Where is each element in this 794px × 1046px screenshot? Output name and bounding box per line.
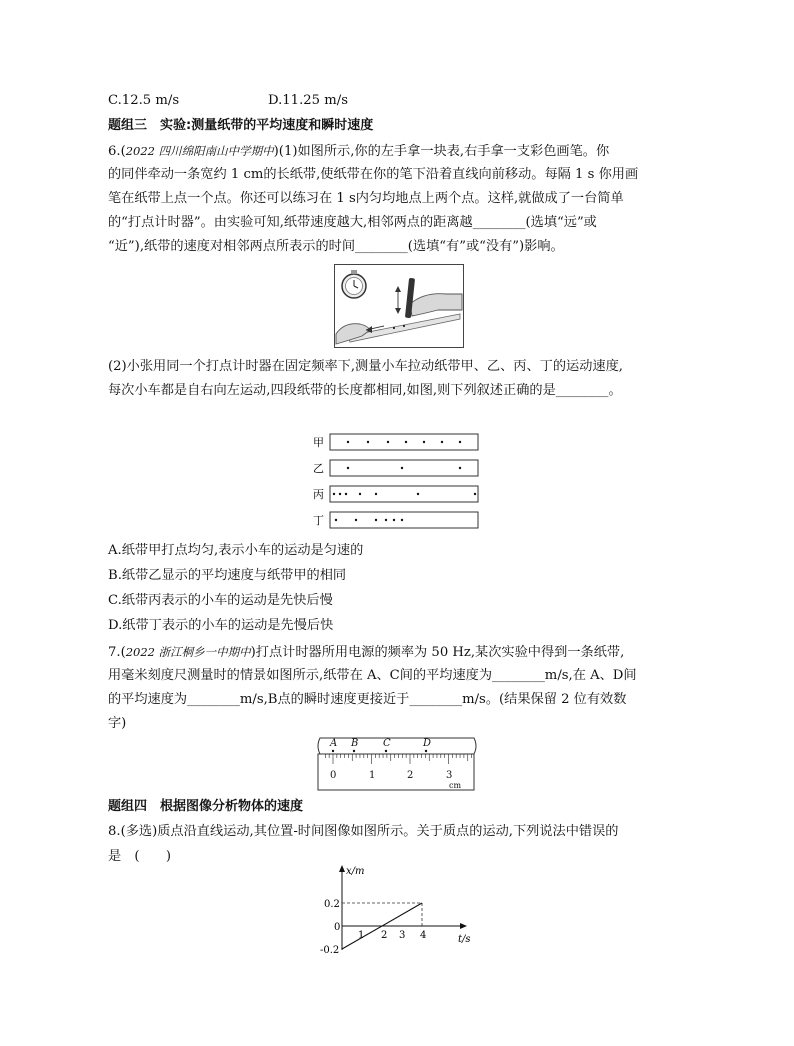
y-tick-label-neg: -0.2 [320, 945, 340, 956]
y-tick-label-pos: 0.2 [324, 899, 340, 910]
tape-jia [330, 434, 478, 450]
point-label-d: D [423, 738, 432, 749]
q6-source: 2022 四川绵阳南山中学期中 [125, 144, 274, 158]
q5-option-d: D.11.25 m/s [268, 93, 348, 108]
ruler-unit: cm [449, 781, 462, 790]
q6-line5: “近”),纸带的速度对相邻两点所表示的时间________(选填“有”或“没有”)影响。 [108, 239, 564, 254]
point-label-b: B [351, 738, 359, 749]
ruler-tick-label-2: 2 [407, 770, 414, 781]
tape-label-yi: 乙 [313, 462, 324, 475]
q6-line1-text: )(1)如图所示,你的左手拿一块表,右手拿一支彩色画笔。你 [273, 144, 610, 159]
q6-tape-illustration [334, 264, 464, 348]
q6-part2-line1: (2)小张用同一个打点计时器在固定频率下,测量小车拉动纸带甲、乙、丙、丁的运动速度, [108, 359, 623, 374]
x-tick-label-3: 3 [399, 930, 406, 941]
q8-line1: 8.(多选)质点沿直线运动,其位置-时间图像如图所示。关于质点的运动,下列说法中错误的 [108, 824, 619, 839]
q6-number: 6.( [108, 144, 126, 159]
x-axis-arrow-icon [460, 923, 467, 929]
q6-part2-line2: 每次小车都是自右向左运动,四段纸带的长度都相同,如图,则下列叙述正确的是________。 [108, 383, 622, 398]
x-tick-label-2: 2 [381, 930, 388, 941]
point-label-a: A [330, 738, 338, 749]
q8-xt-graph [312, 862, 482, 958]
q6-line2: 的同伴牵动一条宽约 1 cm的长纸带,使纸带在你的笔下沿着直线向前移动。每隔 1 s 你用画 [108, 167, 639, 182]
q7-line1-text: )打点计时器所用电源的频率为 50 Hz,某次实验中得到一条纸带, [250, 645, 625, 660]
q6-line4: 的“打点计时器”。由实验可知,纸带速度越大,相邻两点的距离越________(选填“远”或 [108, 215, 597, 230]
y-axis-label: x/m [346, 866, 365, 877]
q6-option-d: D.纸带丁表示的小车的运动是先慢后快 [108, 618, 334, 633]
q6-line1 [108, 142, 609, 161]
q6-line3: 笔在纸带上点一个点。你还可以练习在 1 s内匀均地点上两个点。这样,就做成了一台简单 [108, 191, 624, 206]
q8-line2: 是 ( ) [108, 849, 172, 864]
q7-line1 [108, 643, 624, 662]
paper-tape [318, 738, 476, 754]
y-axis-arrow-icon [339, 865, 345, 872]
q6-tapes-figure [310, 430, 485, 534]
q6-option-a: A.纸带甲打点均匀,表示小车的运动是匀速的 [108, 543, 364, 558]
q6-option-c: C.纸带丙表示的小车的运动是先快后慢 [108, 593, 333, 608]
ruler-tick-label-1: 1 [369, 770, 376, 781]
point-label-c: C [383, 738, 391, 749]
x-tick-label-4: 4 [420, 930, 427, 941]
tape-bing [330, 486, 478, 502]
tape-yi [330, 460, 478, 476]
ruler-tick-label-3: 3 [446, 770, 453, 781]
q7-line2: 用毫米刻度尺测量时的情景如图所示,纸带在 A、C间的平均速度为________m/s,在 A、D间 [108, 668, 637, 683]
tape-label-ding: 丁 [313, 514, 324, 527]
origin-label: 0 [334, 922, 341, 933]
tape-label-bing: 丙 [313, 488, 324, 501]
q7-line4: 字) [108, 716, 127, 731]
q6-option-b: B.纸带乙显示的平均速度与纸带甲的相同 [108, 568, 347, 583]
x-axis-label: t/s [458, 934, 471, 945]
q7-line3: 的平均速度为________m/s,B点的瞬时速度更接近于________m/s。(结果保留 2 位有效数 [108, 692, 627, 707]
tape-ding [330, 512, 478, 528]
q7-ruler-figure [316, 736, 478, 792]
group4-title: 题组四 根据图像分析物体的速度 [108, 799, 304, 814]
q7-number: 7.( [108, 645, 126, 660]
q5-option-c: C.12.5 m/s [108, 93, 180, 108]
tape-label-jia: 甲 [313, 436, 324, 449]
group3-title: 题组三 实验:测量纸带的平均速度和瞬时速度 [108, 118, 374, 133]
q7-source: 2022 浙江桐乡一中期中 [125, 645, 251, 659]
ruler-tick-label-0: 0 [330, 770, 337, 781]
x-tick-label-1: 1 [358, 930, 365, 941]
